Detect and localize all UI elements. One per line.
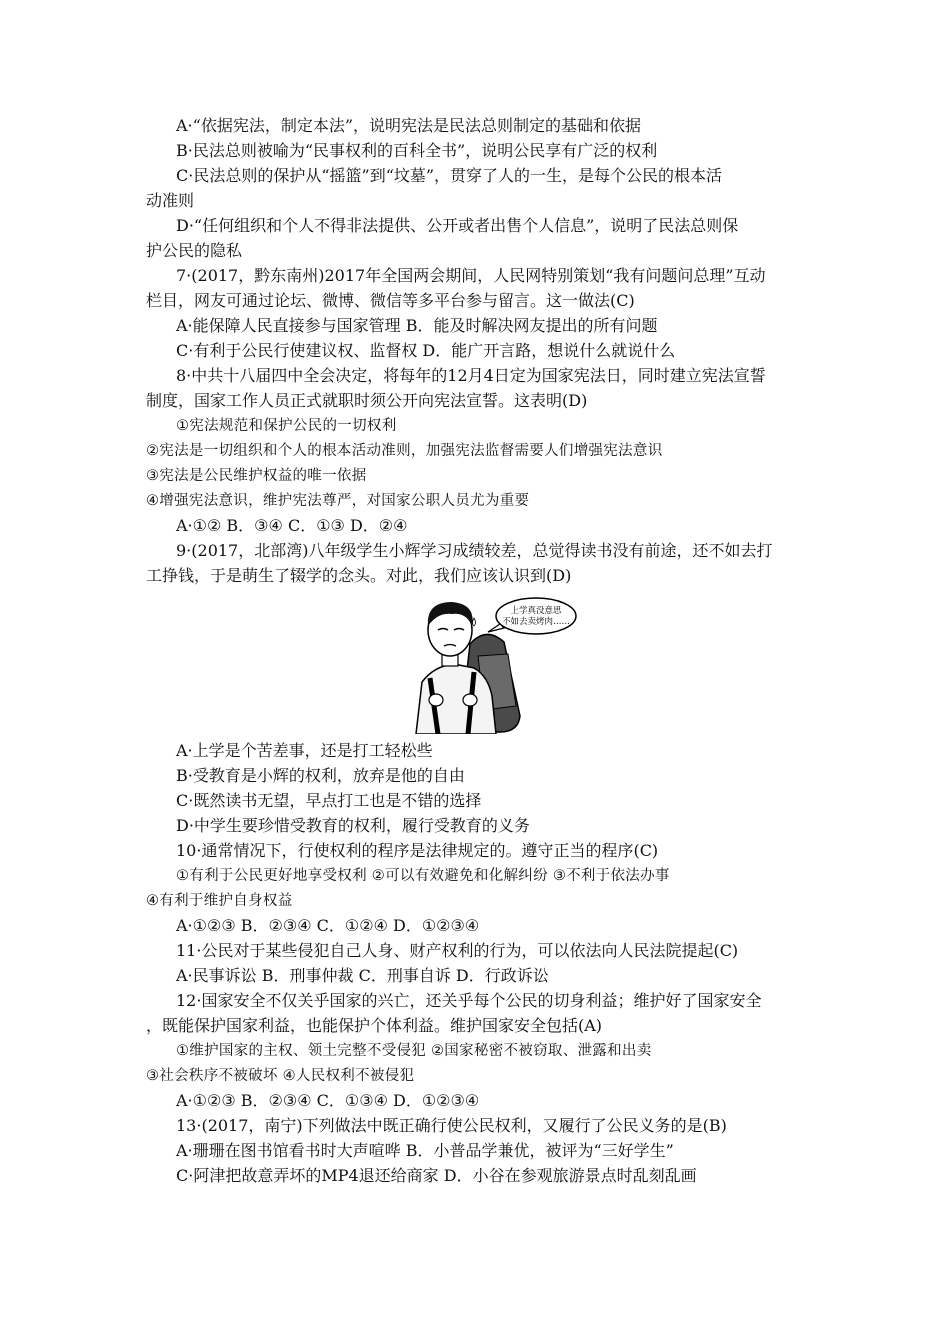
speech-line-2: 不如去卖烤肉…… (501, 617, 571, 627)
q10-options: A·①②③ B．②③④ C．①②④ D．①②③④ (176, 916, 480, 935)
q7-options-ab: A·能保障人民直接参与国家管理 B．能及时解决网友提出的所有问题 (176, 316, 658, 335)
q6-option-b: B·民法总则被喻为“民事权利的百科全书”，说明公民享有广泛的权利 (176, 141, 658, 160)
q6-option-c: C·民法总则的保护从“摇篮”到“坟墓”，贯穿了人的一生，是每个公民的根本活 (176, 166, 723, 185)
q11-options: A·民事诉讼 B．刑事仲裁 C．刑事自诉 D．行政诉讼 (176, 966, 549, 985)
q12-statements-34: ③社会秩序不被破坏 ④人民权利不被侵犯 (146, 1068, 415, 1084)
q12-stem: 12·国家安全不仅关乎国家的兴亡，还关乎每个公民的切身利益；维护好了国家安全 (176, 991, 762, 1010)
q12-options: A·①②③ B．②③④ C．①③④ D．①②③④ (176, 1091, 480, 1110)
q13-options-cd: C·阿津把故意弄坏的MP4退还给商家 D．小谷在参观旅游景点时乱刻乱画 (176, 1166, 697, 1185)
q13-options-ab: A·珊珊在图书馆看书时大声喧哗 B．小普品学兼优，被评为“三好学生” (176, 1141, 674, 1160)
q9-stem: 9·(2017，北部湾)八年级学生小辉学习成绩较差，总觉得读书没有前途，还不如去打 (176, 541, 773, 560)
q6-option-c-cont: 动准则 (146, 191, 195, 210)
q8-statement-2: ②宪法是一切组织和个人的根本活动准则，加强宪法监督需要人们增强宪法意识 (146, 443, 663, 459)
q8-stem-cont: 制度，国家工作人员正式就职时须公开向宪法宣誓。这表明(D) (146, 391, 588, 410)
speech-line-1: 上学真没意思 (510, 606, 562, 616)
q13-stem: 13·(2017，南宁)下列做法中既正确行使公民权利，又履行了公民义务的是(B) (176, 1116, 727, 1135)
q9-option-d: D·中学生要珍惜受教育的权利，履行受教育的义务 (176, 816, 530, 835)
q9-stem-cont: 工挣钱，于是萌生了辍学的念头。对此，我们应该认识到(D) (146, 566, 572, 585)
q8-stem: 8·中共十八届四中全会决定，将每年的12月4日定为国家宪法日，同时建立宪法宣誓 (176, 366, 766, 385)
q10-statements-123: ①有利于公民更好地享受权利 ②可以有效避免和化解纠纷 ③不利于依法办事 (176, 868, 670, 884)
q9-option-c: C·既然读书无望，早点打工也是不错的选择 (176, 791, 482, 810)
q12-statements-12: ①维护国家的主权、领土完整不受侵犯 ②国家秘密不被窃取、泄露和出卖 (176, 1043, 652, 1059)
q9-option-a: A·上学是个苦差事，还是打工轻松些 (176, 741, 433, 760)
q6-option-d: D·“任何组织和个人不得非法提供、公开或者出售个人信息”，说明了民法总则保 (176, 216, 739, 235)
q7-stem-cont: 栏目，网友可通过论坛、微博、微信等多平台参与留言。这一做法(C) (146, 291, 635, 310)
q9-option-b: B·受教育是小辉的权利，放弃是他的自由 (176, 766, 465, 785)
q12-stem-cont: ，既能保护国家利益，也能保护个体利益。维护国家安全包括(A) (146, 1016, 603, 1035)
q6-option-d-cont: 护公民的隐私 (146, 241, 243, 260)
q10-statement-4: ④有利于维护自身权益 (146, 893, 293, 909)
speech-bubble (496, 598, 576, 634)
q8-statement-3: ③宪法是公民维护权益的唯一依据 (146, 468, 367, 484)
q8-statement-1: ①宪法规范和保护公民的一切权利 (176, 418, 397, 434)
q7-stem: 7·(2017，黔东南州)2017年全国两会期间，人民网特别策划“我有问题问总理”互动 (176, 266, 766, 285)
q8-options: A·①② B．③④ C．①③ D．②④ (176, 516, 408, 535)
q8-statement-4: ④增强宪法意识，维护宪法尊严，对国家公职人员尤为重要 (146, 493, 530, 509)
q11-stem: 11·公民对于某些侵犯自己人身、财产权利的行为，可以依法向人民法院提起(C) (176, 941, 739, 960)
q7-options-cd: C·有利于公民行使建议权、监督权 D．能广开言路，想说什么就说什么 (176, 341, 676, 360)
q10-stem: 10·通常情况下，行使权利的程序是法律规定的。遵守正当的程序(C) (176, 841, 659, 860)
student-cartoon-illustration (408, 596, 578, 734)
q6-option-a: A·“依据宪法，制定本法”，说明宪法是民法总则制定的基础和依据 (176, 116, 642, 135)
